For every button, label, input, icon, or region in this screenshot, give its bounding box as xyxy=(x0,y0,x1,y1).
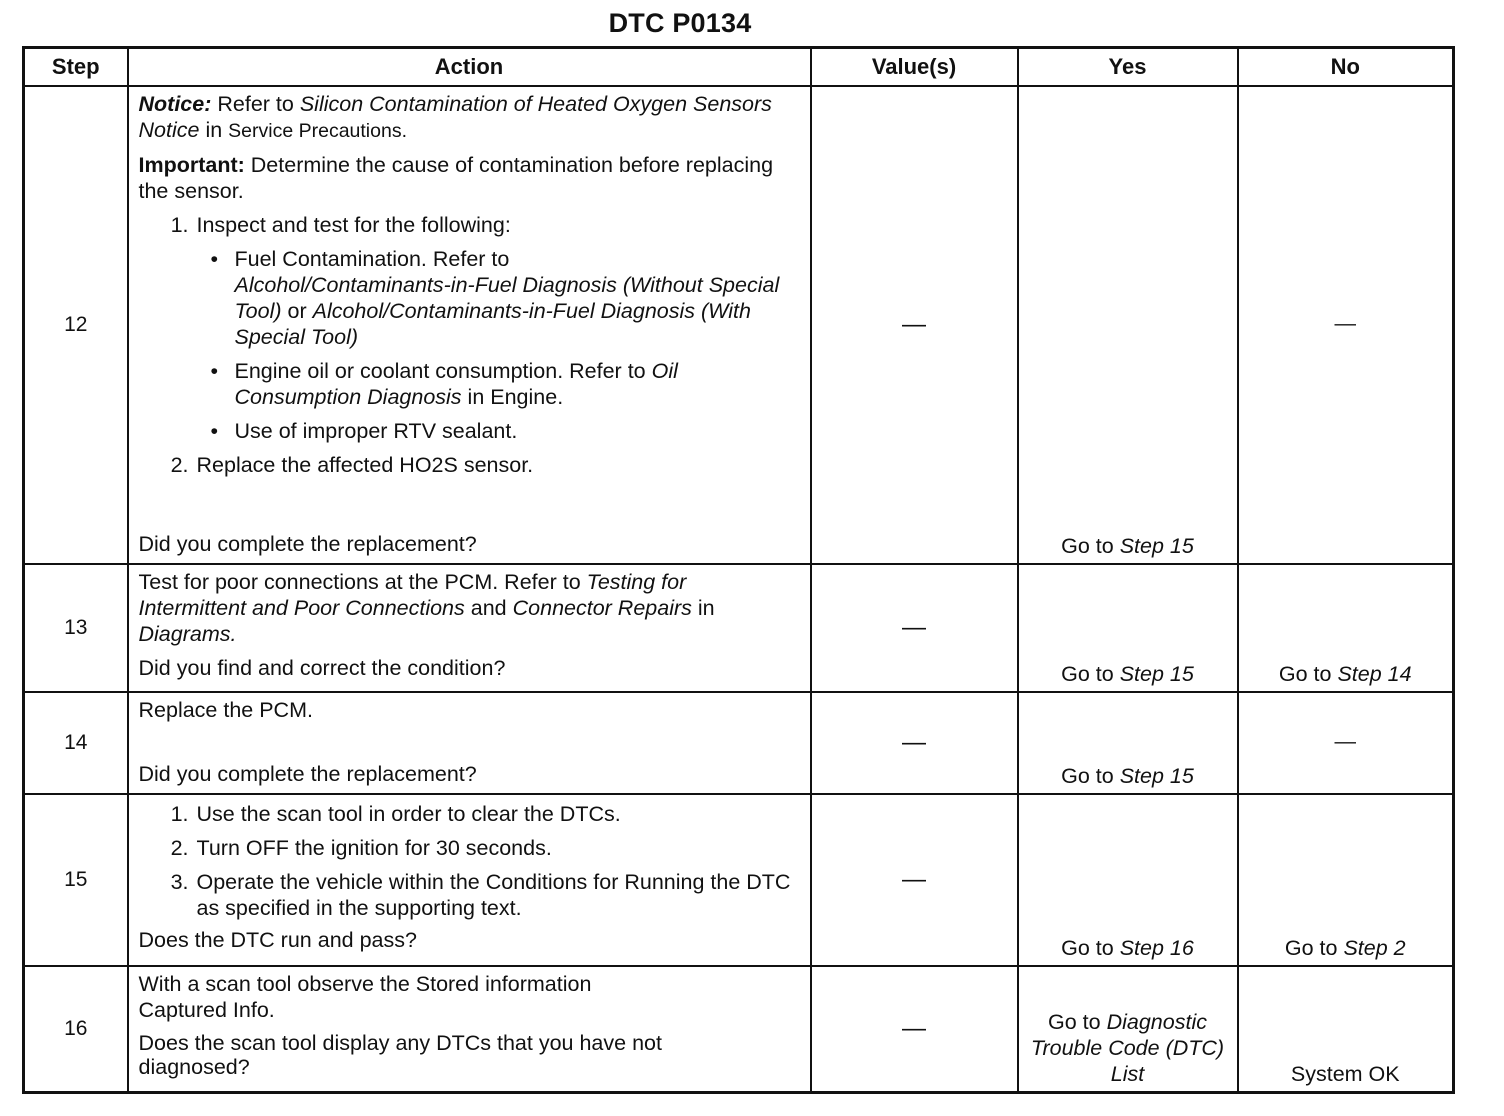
step-question: Did you complete the replacement? xyxy=(138,532,477,556)
yes-cell xyxy=(1018,564,1238,692)
bullet-text: Fuel Contamination. Refer to xyxy=(234,247,510,271)
list-item xyxy=(233,358,800,410)
no-cell: System OK xyxy=(1238,966,1454,1092)
header-action: Action xyxy=(128,48,811,87)
table-row-step-14 xyxy=(24,692,1454,794)
yes-step-link: Step 16 xyxy=(1119,936,1194,960)
no-cell: — xyxy=(1238,692,1454,794)
diagnostic-table xyxy=(22,46,1455,1094)
yes-prefix: Go to xyxy=(1061,662,1114,686)
page-title: DTC P0134 xyxy=(608,8,752,38)
notice-text: Refer to xyxy=(217,92,294,116)
step-number: 12 xyxy=(24,86,128,564)
bullet-text-or: or xyxy=(287,299,307,323)
value-cell: — xyxy=(811,794,1018,966)
list-item-text: Inspect and test for the following: xyxy=(196,213,511,237)
notice-label: Notice: xyxy=(138,92,212,116)
step-number: 15 xyxy=(24,794,128,966)
table-row-step-15 xyxy=(24,794,1454,966)
yes-prefix: Go to xyxy=(1061,534,1114,558)
header-step: Step xyxy=(24,48,128,87)
reference-link: Oil Consumption Diagnosis xyxy=(234,359,678,409)
reference-link: Diagrams. xyxy=(138,622,237,646)
yes-cell xyxy=(1018,692,1238,794)
yes-step-link: Step 15 xyxy=(1119,764,1194,788)
step-question: Did you find and correct the condition? xyxy=(138,656,506,680)
action-cell xyxy=(128,86,811,564)
value-cell: — xyxy=(811,692,1018,794)
notice-text-in: in xyxy=(205,118,223,142)
yes-step-link: Step 15 xyxy=(1119,534,1194,558)
yes-cell xyxy=(1018,86,1238,564)
sub-list xyxy=(197,246,800,444)
yes-cell xyxy=(1018,794,1238,966)
notice-paragraph xyxy=(139,91,800,144)
step-question: Does the DTC run and pass? xyxy=(138,928,417,952)
important-paragraph xyxy=(139,152,800,204)
yes-step-link: Step 15 xyxy=(1119,662,1194,686)
value-cell: — xyxy=(811,966,1018,1092)
reference-link: Alcohol/Contaminants-in-Fuel Diagnosis (Without Special Tool) xyxy=(234,273,780,323)
list-item: 3. Operate the vehicle within the Conditions for Running the DTC as specified in the supporting text. xyxy=(195,869,800,921)
no-cell xyxy=(1238,564,1454,692)
important-label: Important: xyxy=(138,153,245,177)
yes-prefix: Go to xyxy=(1061,764,1114,788)
yes-cell xyxy=(1018,966,1238,1092)
action-cell xyxy=(128,564,811,692)
action-text-part: Test for poor connections at the PCM. Refer to xyxy=(138,570,581,594)
list-item xyxy=(195,452,800,478)
bullet-text-tail: in Engine. xyxy=(467,385,564,409)
action-text: Replace the PCM. xyxy=(138,698,313,722)
list-item-text: Replace the affected HO2S sensor. xyxy=(196,453,534,477)
reference-link: Alcohol/Contaminants-in-Fuel Diagnosis (With Special Tool) xyxy=(234,299,751,349)
table-row-step-13 xyxy=(24,564,1454,692)
table-row-step-12 xyxy=(24,86,1454,564)
action-text xyxy=(139,569,800,647)
step-question: Did you complete the replacement? xyxy=(138,762,477,786)
no-step-link: Step 2 xyxy=(1343,936,1406,960)
action-cell xyxy=(128,794,811,966)
notice-location: Service Precautions. xyxy=(228,120,407,142)
step-number: 13 xyxy=(24,564,128,692)
bullet-text: Engine oil or coolant consumption. Refer to xyxy=(234,359,646,383)
value-cell: — xyxy=(811,86,1018,564)
procedure-list xyxy=(139,212,800,478)
no-cell: — xyxy=(1238,86,1454,564)
header-values: Value(s) xyxy=(811,48,1018,87)
value-cell: — xyxy=(811,564,1018,692)
list-item: 2. Turn OFF the ignition for 30 seconds. xyxy=(195,835,800,861)
bullet-text: Use of improper RTV sealant. xyxy=(234,419,518,443)
reference-link: Testing for Intermittent and Poor Connections xyxy=(138,570,687,620)
list-item xyxy=(233,246,800,350)
table-row-step-16 xyxy=(24,966,1454,1092)
reference-link: Connector Repairs xyxy=(512,596,692,620)
list-item: 1. Use the scan tool in order to clear the DTCs. xyxy=(195,801,800,827)
action-cell xyxy=(128,966,811,1092)
step-question: Does the scan tool display any DTCs that you have not diagnosed? xyxy=(138,1031,662,1079)
no-prefix: Go to xyxy=(1278,662,1332,686)
no-step-link: Step 14 xyxy=(1337,662,1412,686)
no-cell xyxy=(1238,794,1454,966)
yes-dtc-list-link: Diagnostic Trouble Code (DTC) List xyxy=(1030,1009,1225,1086)
step-number: 16 xyxy=(24,966,128,1092)
yes-prefix: Go to xyxy=(1048,1009,1101,1034)
action-text-part: in xyxy=(697,596,715,620)
procedure-list xyxy=(139,801,800,921)
step-number: 14 xyxy=(24,692,128,794)
action-text: With a scan tool observe the Stored information Captured Info. xyxy=(138,972,592,1022)
no-prefix: Go to xyxy=(1284,936,1338,960)
header-yes: Yes xyxy=(1018,48,1238,87)
list-item xyxy=(233,418,800,444)
list-item xyxy=(195,212,800,444)
header-no: No xyxy=(1238,48,1454,87)
notice-reference: Silicon Contamination of Heated Oxygen Sensors Notice xyxy=(138,92,772,142)
action-text-part: and xyxy=(470,596,507,620)
header-row xyxy=(24,48,1454,87)
important-text: Determine the cause of contamination before replacing the sensor. xyxy=(138,153,774,203)
action-cell xyxy=(128,692,811,794)
yes-prefix: Go to xyxy=(1061,936,1114,960)
